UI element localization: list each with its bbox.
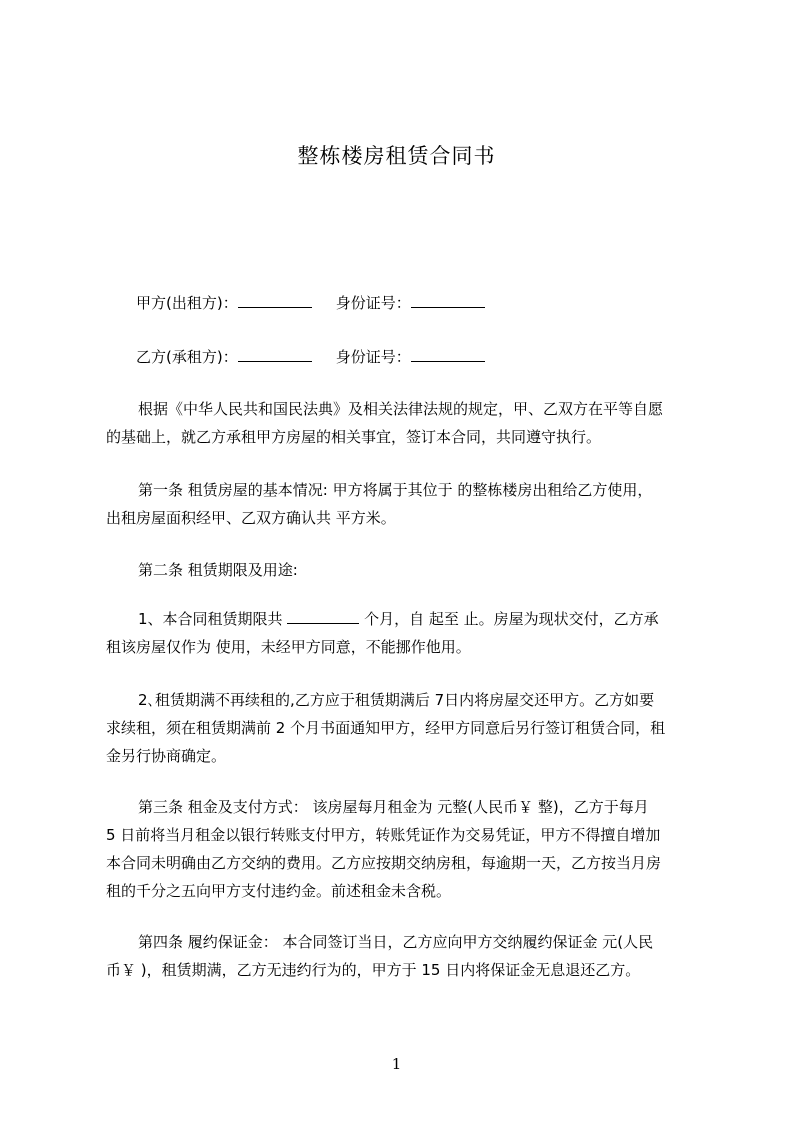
article-2-title: 第二条 租赁期限及用途:: [138, 561, 298, 579]
document-title: 整栋楼房租赁合同书: [297, 144, 496, 168]
party-b-label: 乙方(承租方)：: [136, 348, 238, 366]
clause-2-line: 2､租赁期满不再续租的,乙方应于租赁期满后 7日内将房屋交还甲方。乙方如要: [138, 691, 655, 709]
party-b-id-label: 身份证号：: [335, 348, 411, 366]
article-2-heading: [106, 556, 716, 584]
clause-1-line: [106, 605, 716, 633]
article-3-line: 本合同未明确由乙方交纳的费用。乙方应按期交纳房租，每逾期一天，乙方按当月房: [106, 854, 662, 872]
article-1-line: 第一条 租赁房屋的基本情况: 甲方将属于其位于 的整栋楼房出租给乙方使用，: [138, 481, 653, 499]
clause-1-after: 个月，自 起至 止。房屋为现状交付，乙方承: [359, 610, 659, 628]
intro-paragraph: [106, 395, 716, 451]
party-a-label: 甲方(出租方)：: [136, 294, 238, 312]
party-b-id-blank: [411, 349, 485, 362]
article-1: [106, 476, 716, 532]
article-4-line: 币￥ )，租赁期满，乙方无违约行为的，甲方于 15 日内将保证金无息退还乙方。: [106, 961, 641, 979]
party-b-name-blank: [238, 349, 312, 362]
clause-1-before: 1、本合同租赁期限共: [138, 610, 288, 628]
article-4-line: 第四条 履约保证金： 本合同签订当日，乙方应向甲方交纳履约保证金 元(人民: [138, 933, 654, 951]
party-a-id-blank: [411, 295, 485, 308]
intro-line: 根据《中华人民共和国民法典》及相关法律法规的规定，甲、乙双方在平等自愿: [138, 400, 664, 418]
article-1-line: 出租房屋面积经甲、乙双方确认共 平方米。: [106, 509, 396, 527]
intro-line: 的基础上，就乙方承租甲方房屋的相关事宜，签订本合同，共同遵守执行。: [106, 428, 602, 446]
clause-2-line: 求续租，须在租赁期满前 2 个月书面通知甲方，经甲方同意后另行签订租赁合同，租: [106, 719, 666, 737]
article-4: [106, 928, 716, 984]
party-a-id-label: 身份证号：: [335, 294, 411, 312]
article-3-line: 第三条 租金及支付方式： 该房屋每月租金为 元整(人民币￥ 整)，乙方于每月: [138, 798, 649, 816]
clause-2-line: 金另行协商确定。: [106, 747, 227, 765]
article-2-clause-2: [106, 686, 716, 770]
party-a-row: [136, 292, 485, 313]
party-a-name-blank: [238, 295, 312, 308]
article-2-clause-1: [106, 605, 716, 661]
article-3-line: 5 日前将当月租金以银行转账支付甲方，转账凭证作为交易凭证，甲方不得擅自增加: [106, 826, 661, 844]
party-b-row: [136, 346, 485, 367]
page-number: 1: [391, 1055, 402, 1073]
article-3: [106, 793, 716, 905]
article-3-line: 租的千分之五向甲方支付违约金。前述租金未含税。: [106, 882, 452, 900]
clause-1-line-2: 租该房屋仅作为 使用，未经甲方同意，不能挪作他用。: [106, 638, 471, 656]
lease-term-blank: [287, 611, 359, 624]
